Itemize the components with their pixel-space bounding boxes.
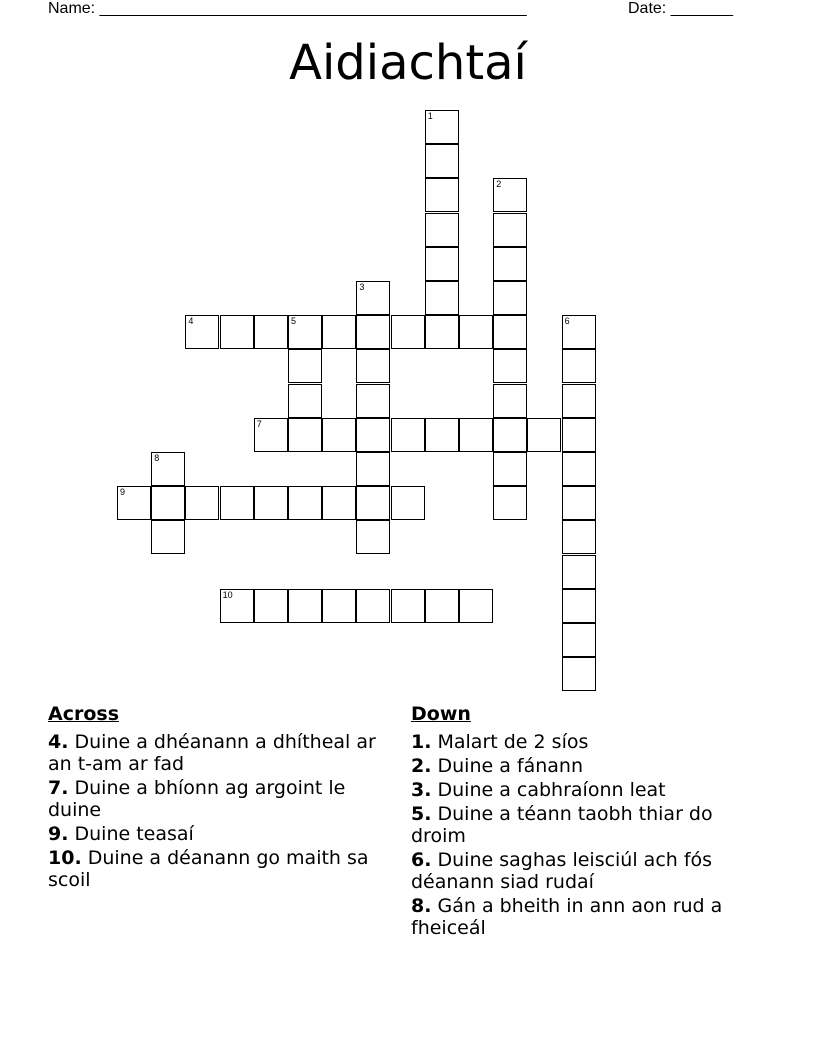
grid-cell[interactable] (425, 315, 459, 349)
grid-cell[interactable] (151, 452, 185, 486)
grid-cell[interactable] (356, 384, 390, 418)
grid-cell[interactable] (254, 589, 288, 623)
clue-text: Duine teasaí (68, 823, 194, 845)
clue-number: 2. (411, 755, 432, 777)
across-heading: Across (48, 703, 120, 725)
grid-cell[interactable] (356, 349, 390, 383)
grid-cell[interactable] (288, 589, 322, 623)
grid-cell[interactable] (288, 418, 322, 452)
name-field-label: Name: ________________________________________________ (48, 0, 527, 17)
down-clue (411, 779, 756, 801)
down-clue (411, 755, 756, 777)
across-clue (48, 777, 393, 821)
grid-cell[interactable] (459, 418, 493, 452)
grid-cell[interactable] (425, 281, 459, 315)
grid-cell[interactable] (459, 315, 493, 349)
down-clue-list (411, 731, 756, 939)
puzzle-title: Aidiachtaí (289, 35, 527, 91)
clue-number: 5. (411, 803, 432, 825)
grid-cell[interactable] (322, 589, 356, 623)
grid-cell[interactable] (562, 520, 596, 554)
down-clue (411, 803, 756, 847)
grid-cell[interactable] (425, 110, 459, 144)
grid-cell[interactable] (493, 178, 527, 212)
grid-cell[interactable] (493, 315, 527, 349)
clue-text: Duine a cabhraíonn leat (431, 779, 666, 801)
down-clue (411, 731, 756, 753)
cell-number: 10 (222, 589, 233, 600)
cell-number: 8 (154, 453, 160, 463)
grid-cell[interactable] (254, 418, 288, 452)
clue-text: Duine a déanann go maith sa scoil (48, 847, 369, 891)
clue-text: Duine a fánann (431, 755, 583, 777)
grid-cell[interactable] (425, 247, 459, 281)
grid-cell[interactable] (220, 315, 254, 349)
grid-cell[interactable] (493, 452, 527, 486)
clue-number: 10. (48, 847, 82, 869)
down-clues (411, 703, 756, 941)
grid-cell[interactable] (288, 384, 322, 418)
grid-cell[interactable] (493, 281, 527, 315)
grid-cell[interactable] (562, 418, 596, 452)
clue-number: 3. (411, 779, 432, 801)
grid-cell[interactable] (185, 315, 219, 349)
grid-cell[interactable] (322, 418, 356, 452)
grid-cell[interactable] (151, 520, 185, 554)
grid-cell[interactable] (356, 520, 390, 554)
down-clue (411, 849, 756, 893)
grid-cell[interactable] (254, 486, 288, 520)
clue-number: 6. (411, 849, 432, 871)
grid-cell[interactable] (527, 418, 561, 452)
cell-number: 7 (256, 418, 262, 429)
grid-cell[interactable] (562, 486, 596, 520)
grid-cell[interactable] (562, 384, 596, 418)
grid-cell[interactable] (185, 486, 219, 520)
cell-number: 9 (120, 487, 126, 498)
grid-cell[interactable] (391, 315, 425, 349)
clue-number: 9. (48, 823, 69, 845)
grid-cell[interactable] (288, 315, 322, 349)
grid-cell[interactable] (391, 486, 425, 520)
grid-cell[interactable] (220, 589, 254, 623)
grid-cell[interactable] (493, 418, 527, 452)
grid-cell[interactable] (356, 486, 390, 520)
cell-number: 2 (496, 179, 502, 190)
grid-cell[interactable] (391, 589, 425, 623)
across-clue-list (48, 731, 393, 891)
clue-number: 4. (48, 731, 69, 753)
clue-number: 7. (48, 777, 69, 799)
cell-number: 4 (188, 316, 194, 327)
grid-cell[interactable] (493, 486, 527, 520)
grid-cell[interactable] (356, 315, 390, 349)
grid-cell[interactable] (356, 589, 390, 623)
grid-cell[interactable] (562, 349, 596, 383)
grid-cell[interactable] (356, 418, 390, 452)
grid-cell[interactable] (254, 315, 288, 349)
grid-cell[interactable] (425, 589, 459, 623)
across-clue (48, 731, 393, 775)
grid-cell[interactable] (562, 623, 596, 657)
grid-cell[interactable] (220, 486, 254, 520)
grid-cell[interactable] (562, 589, 596, 623)
down-clue (411, 895, 756, 939)
grid-cell[interactable] (425, 178, 459, 212)
grid-cell[interactable] (117, 486, 151, 520)
grid-cell[interactable] (425, 213, 459, 247)
grid-cell[interactable] (493, 384, 527, 418)
clue-text: Duine saghas leisciúl ach fós déanann siad rudaí (411, 849, 713, 893)
across-clue (48, 823, 393, 845)
grid-cell[interactable] (562, 555, 596, 589)
grid-cell[interactable] (459, 589, 493, 623)
clue-text: Duine a bhíonn ag argoint le duine (48, 777, 346, 821)
across-clue (48, 847, 393, 891)
cell-number: 6 (564, 316, 570, 327)
cell-number: 1 (427, 111, 433, 121)
cell-number: 5 (291, 316, 297, 327)
grid-cell[interactable] (493, 213, 527, 247)
grid-cell[interactable] (391, 418, 425, 452)
clue-text: Duine a téann taobh thiar do droim (411, 803, 713, 847)
date-field-label: Date: _______ (628, 0, 733, 17)
grid-cell[interactable] (562, 315, 596, 349)
grid-cell[interactable] (151, 486, 185, 520)
grid-cell[interactable] (322, 315, 356, 349)
grid-cell[interactable] (562, 452, 596, 486)
grid-cell[interactable] (425, 144, 459, 178)
grid-cell[interactable] (493, 349, 527, 383)
cell-number: 3 (359, 282, 365, 292)
grid-cell[interactable] (562, 657, 596, 691)
down-heading: Down (411, 703, 471, 725)
across-clues (48, 703, 393, 893)
grid-cell[interactable] (425, 418, 459, 452)
clue-text: Malart de 2 síos (431, 731, 589, 753)
grid-cell[interactable] (288, 486, 322, 520)
clue-number: 1. (411, 731, 432, 753)
clue-text: Gán a bheith in ann aon rud a fheiceál (411, 895, 723, 939)
clue-number: 8. (411, 895, 432, 917)
grid-cell[interactable] (322, 486, 356, 520)
grid-cell[interactable] (288, 349, 322, 383)
clue-text: Duine a dhéanann a dhítheal ar an t-am ar fad (48, 731, 376, 775)
grid-cell[interactable] (356, 281, 390, 315)
grid-cell[interactable] (356, 452, 390, 486)
grid-cell[interactable] (493, 247, 527, 281)
